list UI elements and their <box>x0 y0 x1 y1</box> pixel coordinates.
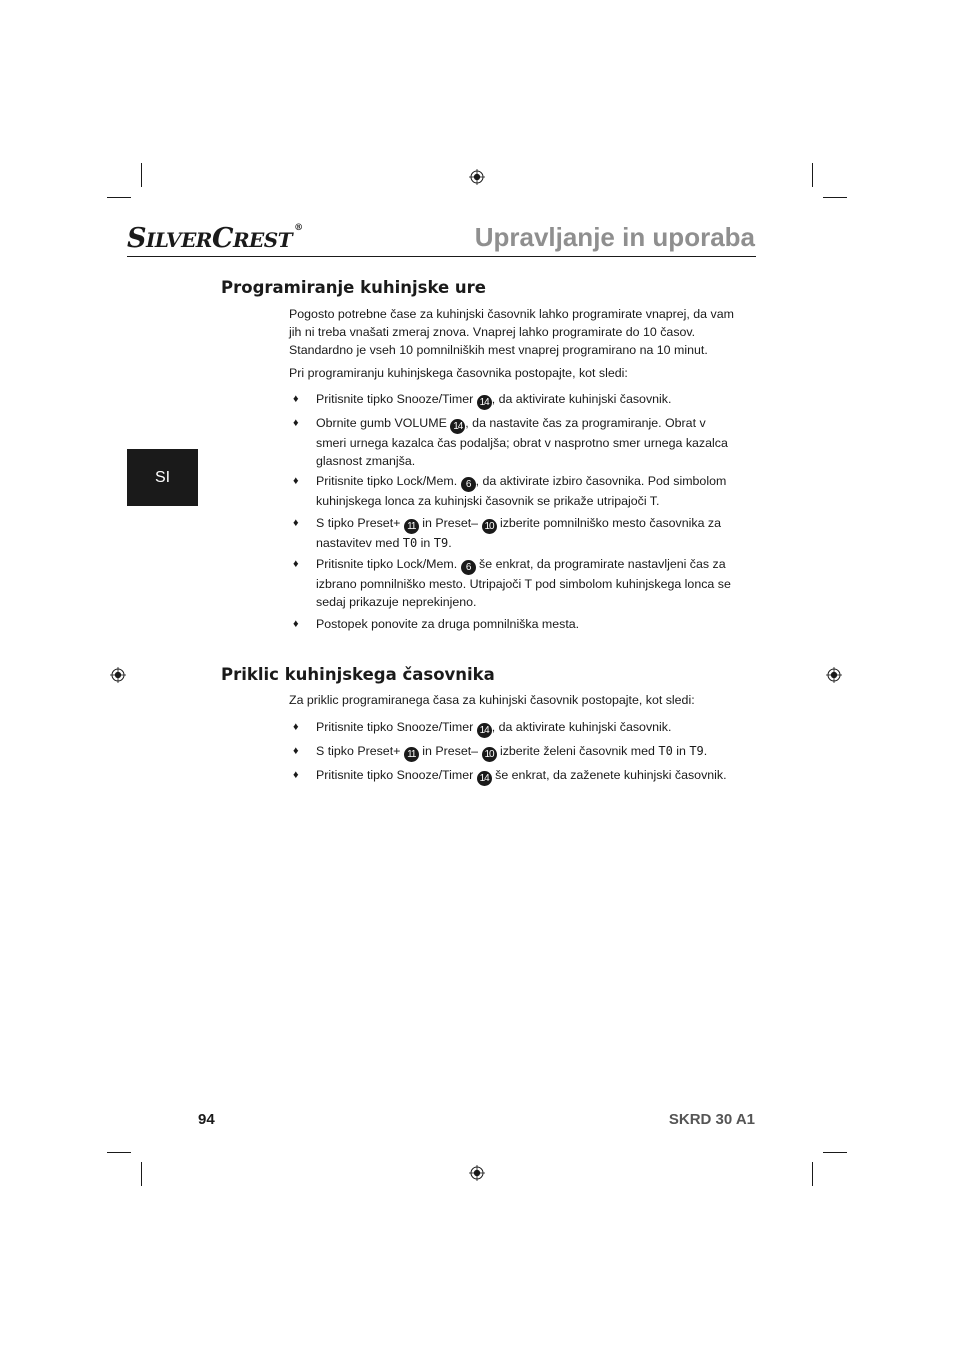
bullet-icon: ♦ <box>293 517 299 529</box>
list-item: ♦ Pritisnite tipko Lock/Mem. 6 , da aktivirate izbiro časovnika. Pod simbolom kuhinjskega lonca za kuhinjski časovnik se prikaže utripajoči T. <box>293 474 727 508</box>
list-item: ♦ Obrnite gumb VOLUME 14 , da nastavite čas za programiranje. Obrat v smeri urnega kazalca čas podaljša; obrat v nasprotno smer urnega kazalca glasnost zmanjša. <box>293 416 728 468</box>
registration-mark-icon <box>469 169 485 185</box>
callout-number: 10 <box>482 519 497 534</box>
crop-mark <box>107 197 131 198</box>
bullet-icon: ♦ <box>293 769 299 781</box>
callout-number: 14 <box>477 723 492 738</box>
intro-paragraph: Pogosto potrebne čase za kuhinjski časovnik lahko programirate vnaprej, da vam jih ni treba vnašati zmeraj znova. Vnaprej lahko programirate do 10 časov. Standardno je vseh 10 pomnilniških mest vnaprej programirano na 10 minut. <box>289 307 734 357</box>
header-divider <box>127 256 756 257</box>
segment-display-text: T0 <box>658 744 673 758</box>
registration-mark-icon <box>826 667 842 683</box>
bullet-icon: ♦ <box>293 618 299 630</box>
callout-number: 11 <box>404 747 419 762</box>
crop-mark <box>823 1152 847 1153</box>
page-number: 94 <box>198 1111 215 1128</box>
lead-paragraph: Pri programiranju kuhinjskega časovnika postopajte, kot sledi: <box>289 366 628 380</box>
language-tab: SI <box>127 449 198 506</box>
list-item: ♦ Pritisnite tipko Lock/Mem. 6 še enkrat, da programirate nastavljeni čas za izbrano pomnilniško mesto. Utripajoči T pod simbolom kuhinjskega lonca se sedaj prikazuje neprekinjeno. <box>293 557 731 609</box>
callout-number: 14 <box>450 419 465 434</box>
bullet-icon: ♦ <box>293 721 299 733</box>
list-item: ♦ S tipko Preset+ 11 in Preset– 10 izberite želeni časovnik med T0 in T9. <box>293 744 708 760</box>
bullet-icon: ♦ <box>293 558 299 570</box>
callout-number: 6 <box>461 560 476 575</box>
bullet-icon: ♦ <box>293 745 299 757</box>
crop-mark <box>812 1162 813 1186</box>
crop-mark <box>823 197 847 198</box>
registration-mark-icon <box>469 1165 485 1181</box>
page-title: Upravljanje in uporaba <box>474 222 755 252</box>
bullet-icon: ♦ <box>293 393 299 405</box>
registration-mark-icon <box>110 667 126 683</box>
crop-mark <box>812 163 813 187</box>
segment-display-text: T9 <box>689 744 704 758</box>
section-heading-programming: Programiranje kuhinjske ure <box>221 278 486 297</box>
lead-paragraph: Za priklic programiranega časa za kuhinjski časovnik postopajte, kot sledi: <box>289 693 695 707</box>
model-number: SKRD 30 A1 <box>668 1111 755 1128</box>
callout-number: 14 <box>477 771 492 786</box>
list-item: ♦ Pritisnite tipko Snooze/Timer 14 , da aktivirate kuhinjski časovnik. <box>293 720 672 736</box>
section-heading-recall: Priklic kuhinjskega časovnika <box>221 665 495 684</box>
callout-number: 11 <box>404 519 419 534</box>
callout-number: 10 <box>482 747 497 762</box>
bullet-icon: ♦ <box>293 417 299 429</box>
list-item: ♦ S tipko Preset+ 11 in Preset– 10 izberite pomnilniško mesto časovnika za nastavitev med T0 in T9. <box>293 516 722 550</box>
list-item: ♦ Pritisnite tipko Snooze/Timer 14 , da aktivirate kuhinjski časovnik. <box>293 392 672 408</box>
callout-number: 6 <box>461 477 476 492</box>
crop-mark <box>107 1152 131 1153</box>
brand-logo: SILVERCREST ® <box>127 223 303 254</box>
list-item: ♦ Pritisnite tipko Snooze/Timer 14 še enkrat, da zaženete kuhinjski časovnik. <box>293 768 727 784</box>
bullet-icon: ♦ <box>293 475 299 487</box>
list-item: ♦ Postopek ponovite za druga pomnilniška mesta. <box>293 617 580 631</box>
callout-number: 14 <box>477 395 492 410</box>
crop-mark <box>141 163 142 187</box>
segment-display-text: T9 <box>433 536 449 550</box>
crop-mark <box>141 1162 142 1186</box>
segment-display-text: T0 <box>402 536 418 550</box>
